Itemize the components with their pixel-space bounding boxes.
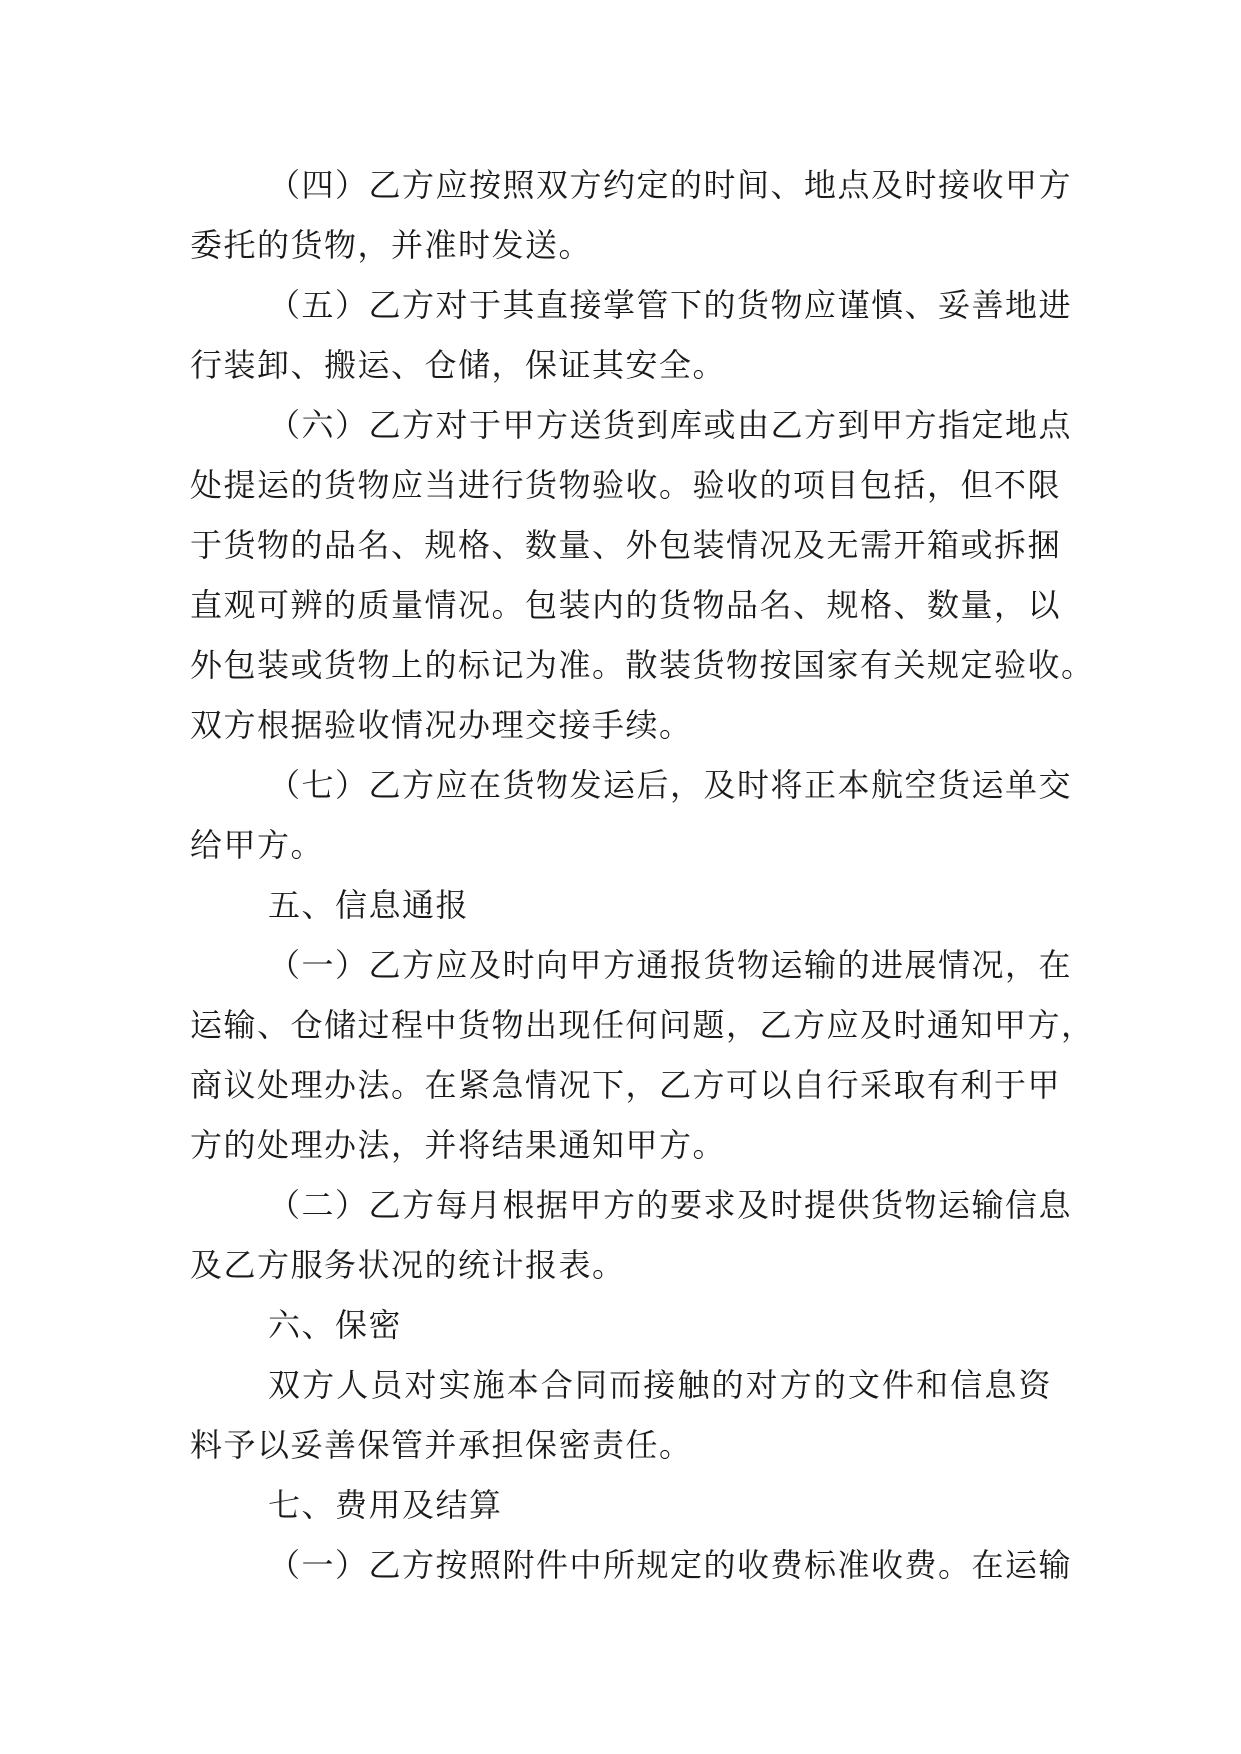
paragraph-4-line-2: 委托的货物，并准时发送。 [190, 226, 593, 264]
section-5-item-2-line-1: （二）乙方每月根据甲方的要求及时提供货物运输信息 [268, 1186, 1073, 1224]
paragraph-6-line-5: 外包装或货物上的标记为准。散装货物按国家有关规定验收。 [190, 646, 1095, 684]
section-heading-7: 七、费用及结算 [268, 1486, 503, 1524]
section-5-item-1-line-1: （一）乙方应及时向甲方通报货物运输的进展情况，在 [268, 946, 1073, 984]
paragraph-7-line-1: （七）乙方应在货物发运后，及时将正本航空货运单交 [268, 766, 1073, 804]
section-5-item-2-line-2: 及乙方服务状况的统计报表。 [190, 1246, 626, 1284]
section-5-item-1-line-4: 方的处理办法，并将结果通知甲方。 [190, 1126, 727, 1164]
paragraph-5-line-1: （五）乙方对于其直接掌管下的货物应谨慎、妥善地进 [268, 286, 1073, 324]
section-5-item-1-line-2: 运输、仓储过程中货物出现任何问题，乙方应及时通知甲方， [190, 1006, 1095, 1044]
section-heading-5: 五、信息通报 [268, 886, 470, 924]
section-heading-6: 六、保密 [268, 1306, 403, 1344]
section-7-item-1-line-1: （一）乙方按照附件中所规定的收费标准收费。在运输 [268, 1546, 1073, 1584]
paragraph-7-line-2: 给甲方。 [190, 826, 325, 864]
paragraph-6-line-3: 于货物的品名、规格、数量、外包装情况及无需开箱或拆捆 [190, 526, 1062, 564]
section-6-line-1: 双方人员对实施本合同而接触的对方的文件和信息资 [268, 1366, 1052, 1404]
paragraph-5-line-2: 行装卸、搬运、仓储，保证其安全。 [190, 346, 727, 384]
paragraph-6-line-1: （六）乙方对于甲方送货到库或由乙方到甲方指定地点 [268, 406, 1073, 444]
paragraph-6-line-6: 双方根据验收情况办理交接手续。 [190, 706, 693, 744]
paragraph-6-line-2: 处提运的货物应当进行货物验收。验收的项目包括，但不限 [190, 466, 1062, 504]
paragraph-6-line-4: 直观可辨的质量情况。包装内的货物品名、规格、数量，以 [190, 586, 1062, 624]
section-6-line-2: 料予以妥善保管并承担保密责任。 [190, 1426, 693, 1464]
section-5-item-1-line-3: 商议处理办法。在紧急情况下，乙方可以自行采取有利于甲 [190, 1066, 1062, 1104]
paragraph-4-line-1: （四）乙方应按照双方约定的时间、地点及时接收甲方 [268, 166, 1073, 204]
